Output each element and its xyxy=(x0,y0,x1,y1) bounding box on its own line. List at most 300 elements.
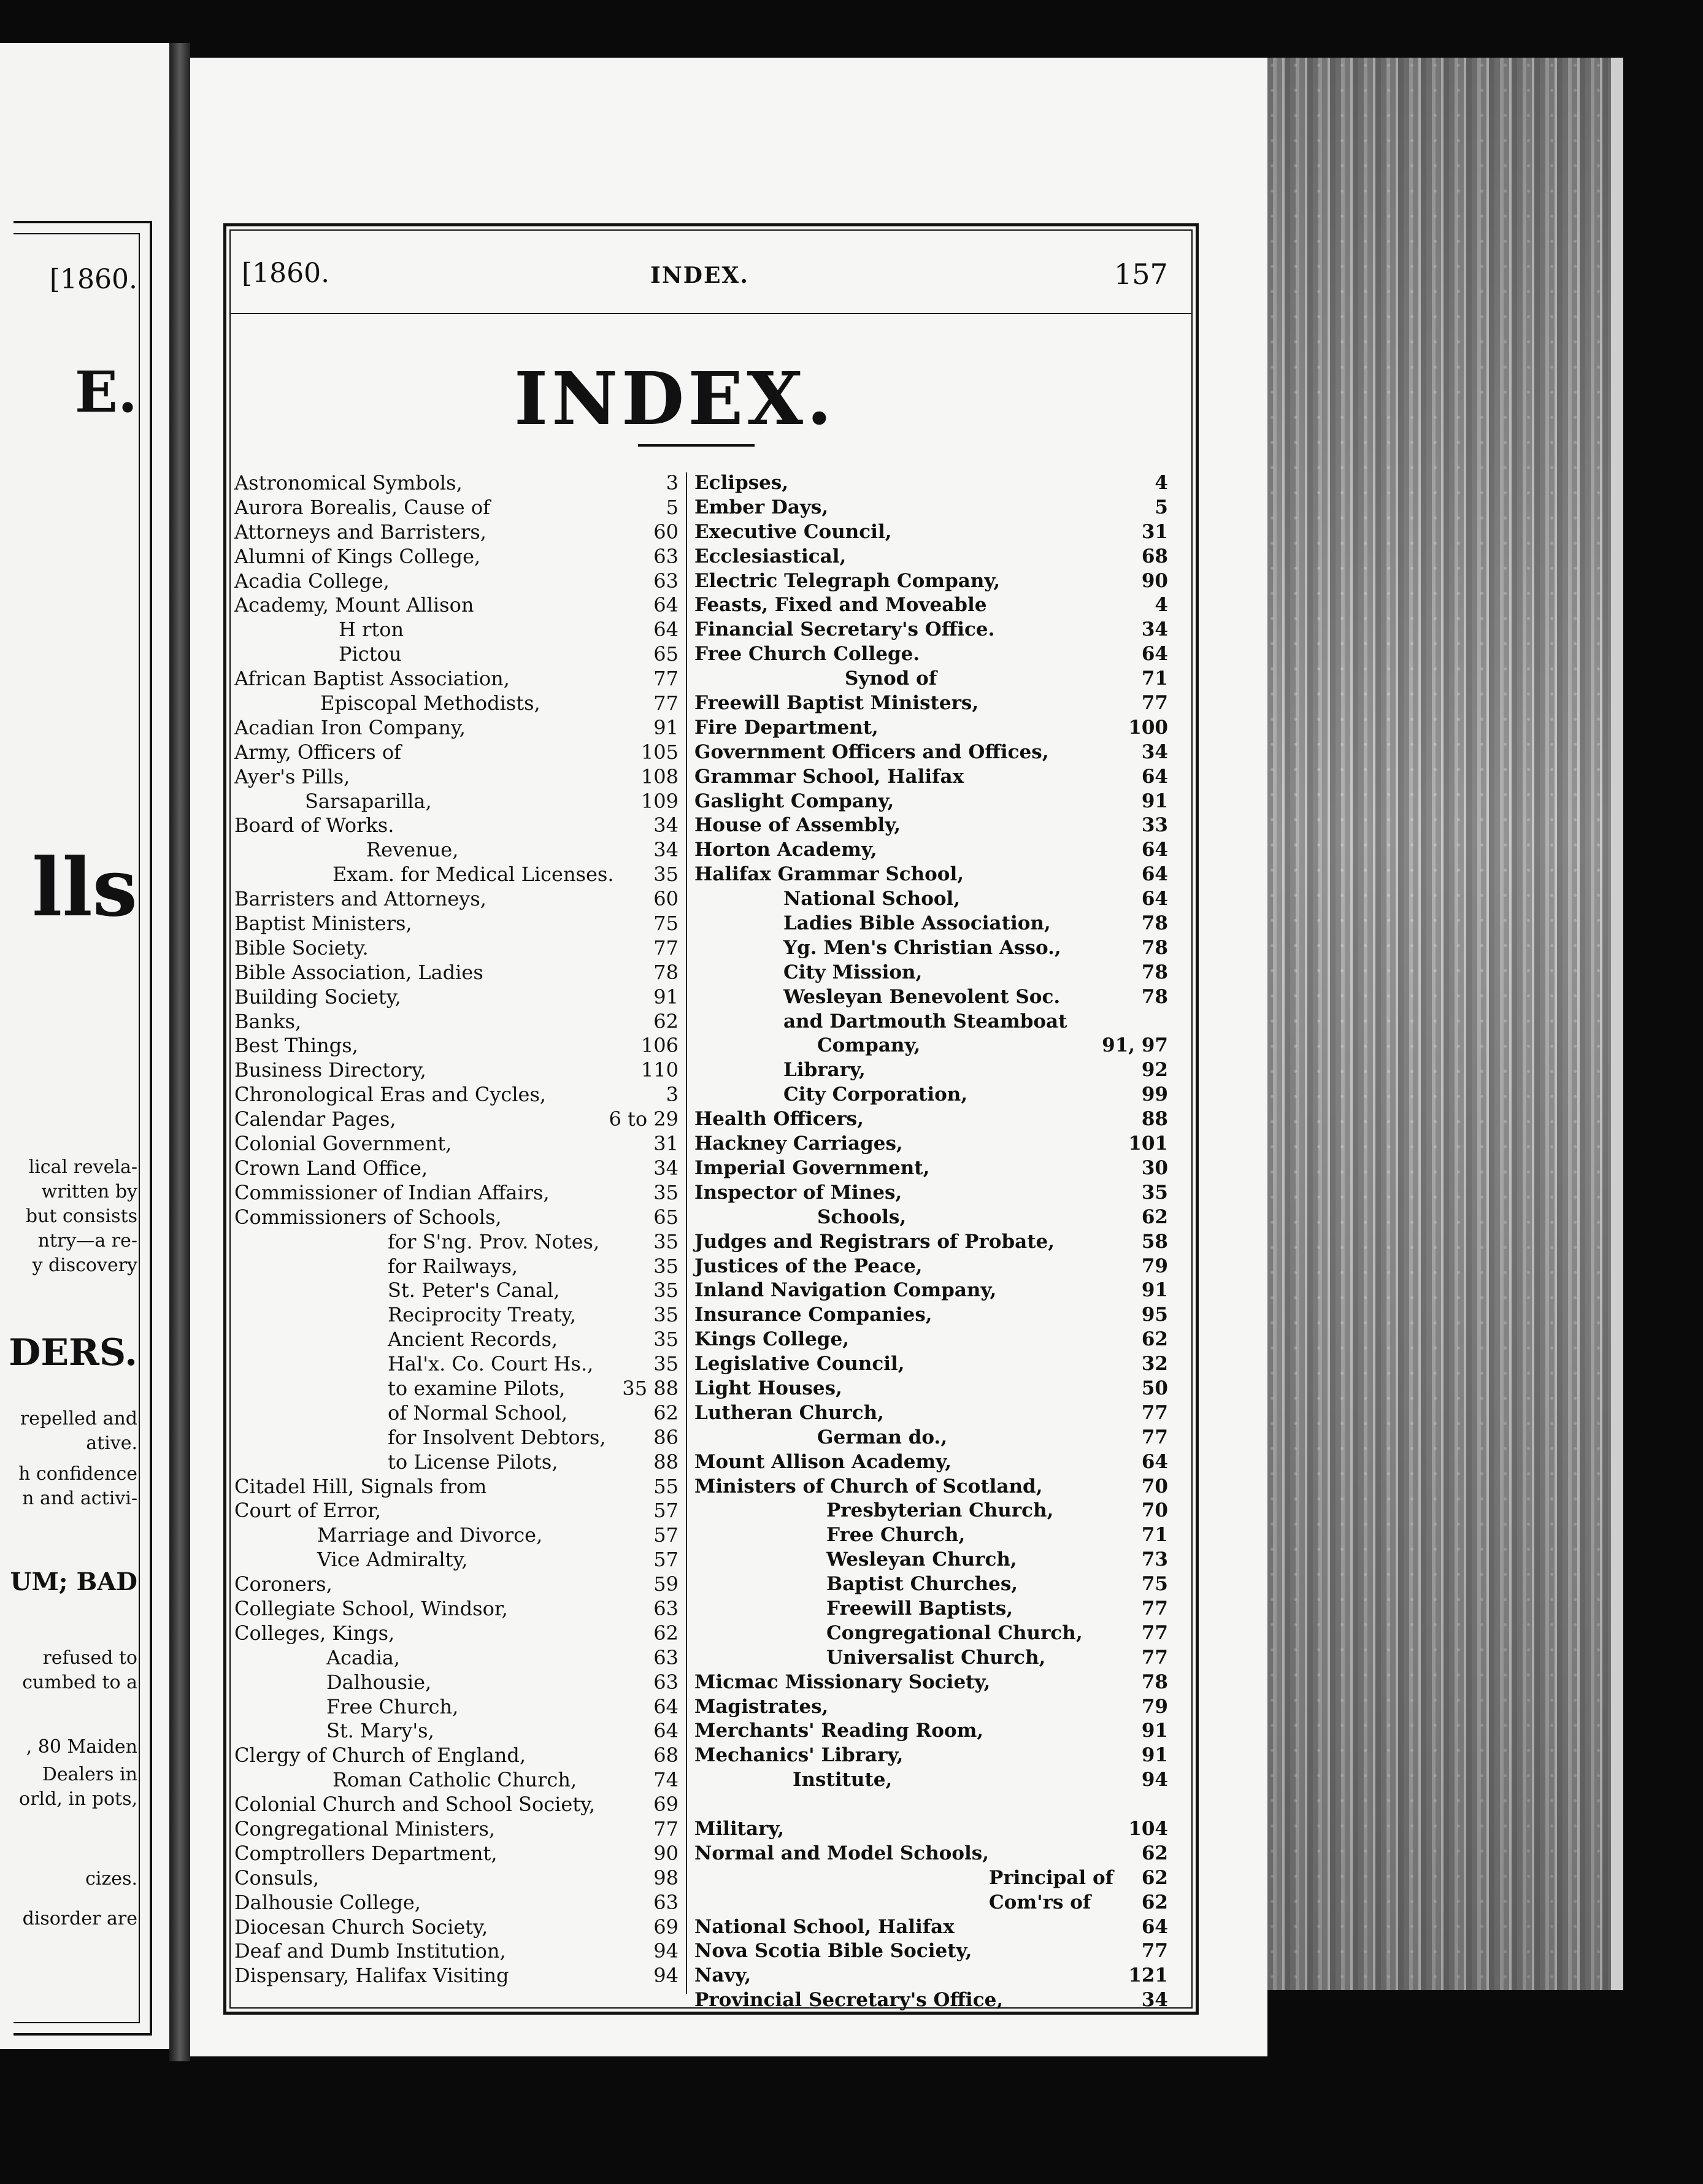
index-entry xyxy=(234,1548,679,1572)
index-entry xyxy=(694,1768,1168,1793)
index-entry-label: of Normal School, xyxy=(388,1401,568,1425)
index-entry-page: 77 xyxy=(1141,1597,1168,1620)
index-entry-page: 77 xyxy=(1141,1401,1168,1424)
index-entry-label: Dispensary, Halifax Visiting xyxy=(234,1964,509,1988)
index-entry-page: 35 88 xyxy=(622,1376,679,1400)
index-entry-label: Military, xyxy=(694,1817,785,1840)
index-column-right xyxy=(694,471,1168,2013)
index-entry-label: for S'ng. Prov. Notes, xyxy=(388,1229,600,1253)
index-entry-page: 78 xyxy=(1141,912,1168,935)
index-entry xyxy=(694,1793,1168,1817)
index-entry-page: 75 xyxy=(653,912,679,936)
index-entry-label: Coroners, xyxy=(234,1572,333,1596)
index-entry-label: Normal and Model Schools, xyxy=(694,1842,990,1864)
index-entry-label: Free Church, xyxy=(826,1524,966,1547)
running-head-title: INDEX. xyxy=(650,263,749,288)
index-entry-label: Acadian Iron Company, xyxy=(234,715,466,739)
index-entry-page: 68 xyxy=(653,1744,679,1767)
index-entry-page: 35 xyxy=(653,1254,679,1278)
index-entry xyxy=(694,1695,1168,1720)
index-entry xyxy=(234,496,679,520)
index-entry xyxy=(234,1939,679,1964)
index-entry xyxy=(694,1352,1168,1377)
index-entry-page: 91 xyxy=(1141,790,1168,812)
index-entry xyxy=(234,1793,679,1817)
index-entry-page: 57 xyxy=(653,1548,679,1572)
index-entry-page: 62 xyxy=(1141,1891,1168,1913)
index-entry-page: 78 xyxy=(1141,1671,1168,1693)
index-entry xyxy=(234,1426,679,1450)
index-entry-label: Gaslight Company, xyxy=(694,790,894,812)
index-entry xyxy=(234,1597,679,1621)
index-entry-page: 63 xyxy=(653,1596,679,1620)
index-entry-label: Diocesan Church Society, xyxy=(234,1915,488,1939)
index-entry xyxy=(234,1768,679,1793)
index-entry-page: 34 xyxy=(653,813,679,837)
index-entry-page: 75 xyxy=(1141,1573,1168,1596)
index-entry xyxy=(694,1010,1168,1034)
index-entry-page: 68 xyxy=(1141,545,1168,567)
index-entry xyxy=(694,1230,1168,1255)
index-entry xyxy=(234,1891,679,1915)
index-entry-label: Colonial Government, xyxy=(234,1132,452,1156)
index-entry-label: H rton xyxy=(339,618,404,642)
index-entry-label: Bible Society. xyxy=(234,936,369,959)
index-entry-page: 78 xyxy=(1141,961,1168,983)
index-entry xyxy=(234,593,679,618)
index-entry-page: 70 xyxy=(1141,1499,1168,1522)
index-entry-label: Deaf and Dumb Institution, xyxy=(234,1939,506,1963)
facing-page-fragment: orld, in pots, xyxy=(19,1788,137,1810)
index-entry xyxy=(694,1597,1168,1621)
page-title: INDEX. xyxy=(514,356,836,441)
index-entry-label: Navy, xyxy=(694,1964,752,1987)
index-entry-page: 57 xyxy=(653,1499,679,1523)
index-entry-page: 62 xyxy=(1141,1328,1168,1351)
index-entry-page: 79 xyxy=(1141,1255,1168,1277)
facing-page-fragment: ative. xyxy=(86,1432,137,1454)
index-entry-label: Attorneys and Barristers, xyxy=(234,520,486,544)
index-entry xyxy=(694,1548,1168,1572)
index-entry-label: Board of Works. xyxy=(234,813,394,837)
facing-page-fragment: but consists xyxy=(25,1205,137,1227)
index-entry xyxy=(234,642,679,667)
index-entry-label: Crown Land Office, xyxy=(234,1156,428,1180)
index-entry xyxy=(694,985,1168,1010)
index-entry xyxy=(694,1255,1168,1279)
index-entry-page: 88 xyxy=(1141,1108,1168,1131)
index-entry xyxy=(694,1401,1168,1426)
index-entry-label: Light Houses, xyxy=(694,1377,842,1399)
index-entry-page: 98 xyxy=(653,1866,679,1890)
index-entry xyxy=(694,545,1168,569)
index-entry xyxy=(234,1450,679,1475)
index-entry-label: and Dartmouth Steamboat xyxy=(783,1010,1067,1032)
index-entry-label: Freewill Baptist Ministers, xyxy=(694,692,979,715)
index-entry-page: 62 xyxy=(1141,1866,1168,1889)
index-entry-page: 91, 97 xyxy=(1102,1034,1168,1057)
index-entry xyxy=(694,1988,1168,2013)
index-entry-label: Company, xyxy=(817,1034,921,1057)
index-entry xyxy=(694,1132,1168,1156)
index-entry xyxy=(234,1083,679,1107)
index-entry-page: 74 xyxy=(653,1768,679,1792)
index-entry-label: German do., xyxy=(817,1426,948,1448)
index-entry-label: Kings College, xyxy=(694,1328,849,1351)
index-entry-page: 71 xyxy=(1141,667,1168,690)
running-head-year: [1860. xyxy=(242,258,330,289)
index-entry-label: Acadia College, xyxy=(234,569,390,593)
index-entry xyxy=(234,1377,679,1401)
index-entry-page: 64 xyxy=(1141,643,1168,666)
index-entry-page: 91 xyxy=(1141,1279,1168,1302)
facing-page-fragment: lical revela- xyxy=(28,1156,137,1178)
page-number: 157 xyxy=(1114,258,1168,291)
index-entry-label: Dalhousie, xyxy=(326,1670,432,1694)
index-entry-label: Reciprocity Treaty, xyxy=(388,1303,577,1327)
index-entry-page: 32 xyxy=(1141,1353,1168,1375)
index-entry-label: Ayer's Pills, xyxy=(234,764,350,788)
index-entry-page: 78 xyxy=(653,960,679,984)
index-entry xyxy=(234,716,679,740)
index-entry-page: 88 xyxy=(653,1450,679,1474)
index-entry-page: 77 xyxy=(653,1817,679,1840)
index-entry-label: Library, xyxy=(783,1059,866,1082)
index-entry-page: 101 xyxy=(1128,1132,1168,1155)
index-entry-label: Wesleyan Benevolent Soc. xyxy=(783,985,1061,1008)
index-entry-label: for Insolvent Debtors, xyxy=(388,1425,606,1449)
index-entry-label: National School, Halifax xyxy=(694,1915,955,1938)
index-entry-label: Commissioner of Indian Affairs, xyxy=(234,1180,550,1204)
index-entry xyxy=(694,1034,1168,1058)
index-entry-page: 91 xyxy=(1141,1720,1168,1742)
index-entry xyxy=(694,593,1168,618)
index-entry-page: 78 xyxy=(1141,936,1168,959)
index-entry-label: Electric Telegraph Company, xyxy=(694,569,1001,592)
index-entry-label: Acadia, xyxy=(326,1645,401,1669)
index-entry-label: St. Peter's Canal, xyxy=(388,1278,560,1302)
index-entry-label: Financial Secretary's Office. xyxy=(694,618,995,641)
index-entry-page: 77 xyxy=(1141,1621,1168,1644)
index-entry-page: 57 xyxy=(653,1523,679,1547)
index-entry xyxy=(234,1255,679,1279)
index-entry xyxy=(234,1744,679,1768)
index-entry-label: Fire Department, xyxy=(694,716,878,739)
index-entry xyxy=(694,1278,1168,1303)
index-entry-label: Baptist Ministers, xyxy=(234,912,412,936)
index-entry xyxy=(694,667,1168,691)
index-entry xyxy=(234,1817,679,1842)
facing-page-fragment: DERS. xyxy=(9,1331,137,1374)
index-column-left xyxy=(234,471,679,1988)
index-entry-page: 77 xyxy=(1141,1426,1168,1448)
facing-page xyxy=(0,43,169,2049)
index-entry-page: 65 xyxy=(653,642,679,666)
index-entry-label: Comptrollers Department, xyxy=(234,1841,498,1865)
index-entry-page: 109 xyxy=(640,789,679,813)
index-entry-label: Calendar Pages, xyxy=(234,1107,396,1131)
index-entry-page: 78 xyxy=(1141,985,1168,1008)
index-entry xyxy=(694,765,1168,790)
index-entry xyxy=(234,961,679,985)
index-entry xyxy=(234,985,679,1010)
index-entry-page: 86 xyxy=(653,1425,679,1449)
index-entry-label: Mount Allison Academy, xyxy=(694,1450,952,1473)
index-entry-label: African Baptist Association, xyxy=(234,667,510,691)
index-entry xyxy=(234,813,679,838)
index-entry-page: 6 to 29 xyxy=(609,1107,679,1131)
index-entry-page: 100 xyxy=(1128,716,1168,739)
index-entry xyxy=(694,1181,1168,1205)
index-entry-page: 63 xyxy=(653,1890,679,1914)
index-entry-page: 64 xyxy=(1141,863,1168,886)
page-edges-tail xyxy=(1611,58,1623,1990)
index-entry-label: Synod of xyxy=(845,667,937,690)
index-entry-label: Insurance Companies, xyxy=(694,1304,932,1326)
index-entry-label: Astronomical Symbols, xyxy=(234,471,463,494)
index-entry xyxy=(234,1181,679,1205)
index-entry-page: 90 xyxy=(653,1841,679,1865)
index-entry xyxy=(694,1719,1168,1744)
index-entry-label: Hal'x. Co. Court Hs., xyxy=(388,1352,594,1376)
index-entry xyxy=(234,1646,679,1671)
index-entry-page: 4 xyxy=(1155,472,1168,494)
index-entry-page: 64 xyxy=(1141,1450,1168,1473)
index-entry xyxy=(694,496,1168,520)
index-entry-page: 62 xyxy=(653,1009,679,1033)
index-entry-label: Ministers of Church of Scotland, xyxy=(694,1475,1043,1498)
index-entry xyxy=(694,471,1168,496)
index-entry-page: 35 xyxy=(1141,1181,1168,1204)
index-entry-label: Banks, xyxy=(234,1009,302,1033)
index-entry-page: 110 xyxy=(640,1058,679,1082)
index-entry xyxy=(234,790,679,814)
index-entry-page: 94 xyxy=(653,1939,679,1963)
index-entry-page: 35 xyxy=(653,1303,679,1327)
index-entry-label: Halifax Grammar School, xyxy=(694,863,964,886)
index-entry-label: Ember Days, xyxy=(694,496,829,518)
index-entry-page: 31 xyxy=(1141,520,1168,543)
index-entry-label: National School, xyxy=(783,888,961,910)
index-entry-label: Ecclesiastical, xyxy=(694,545,847,567)
index-entry-page: 77 xyxy=(653,936,679,959)
page-edges-shade xyxy=(1267,58,1611,1990)
index-entry-label: Mechanics' Library, xyxy=(694,1744,904,1767)
index-entry xyxy=(234,1964,679,1988)
index-entry-label: Nova Scotia Bible Society, xyxy=(694,1940,972,1963)
index-entry-page: 69 xyxy=(653,1915,679,1939)
index-entry-label: Army, Officers of xyxy=(234,740,401,764)
index-entry-page: 90 xyxy=(1141,569,1168,592)
index-entry xyxy=(694,961,1168,985)
index-entry-page: 62 xyxy=(1141,1205,1168,1228)
facing-page-fragment: [1860. xyxy=(49,264,137,295)
index-entry xyxy=(234,1475,679,1499)
facing-page-fragment: y discovery xyxy=(32,1255,137,1276)
facing-page-fragment: Dealers in xyxy=(42,1764,137,1785)
index-entry xyxy=(234,1278,679,1303)
index-entry-label: Building Society, xyxy=(234,985,401,1009)
index-entry-page: 35 xyxy=(653,1229,679,1253)
index-entry-page: 63 xyxy=(653,1670,679,1694)
index-entry-label: Schools, xyxy=(817,1205,907,1228)
index-entry-page: 35 xyxy=(653,863,679,886)
index-entry-label: Ladies Bible Association, xyxy=(783,912,1051,935)
index-entry-page: 69 xyxy=(653,1793,679,1817)
index-entry-page: 30 xyxy=(1141,1156,1168,1179)
index-entry xyxy=(234,740,679,765)
facing-page-fragment: disorder are xyxy=(22,1908,137,1929)
index-entry xyxy=(234,1058,679,1083)
index-entry-label: Court of Error, xyxy=(234,1499,382,1523)
facing-page-fragment: UM; BAD xyxy=(10,1567,137,1596)
index-entry xyxy=(694,1426,1168,1450)
index-entry xyxy=(694,1499,1168,1523)
index-entry xyxy=(234,1010,679,1034)
index-entry-page: 64 xyxy=(1141,888,1168,910)
title-rule xyxy=(638,444,755,447)
index-entry xyxy=(694,1328,1168,1352)
header-rule xyxy=(231,313,1191,314)
index-entry-page: 91 xyxy=(1141,1744,1168,1767)
index-entry-label: Com'rs of xyxy=(989,1891,1091,1913)
index-entry xyxy=(234,1621,679,1646)
index-entry xyxy=(234,471,679,496)
index-entry xyxy=(694,1156,1168,1181)
index-entry xyxy=(234,1352,679,1377)
index-entry-label: Inland Navigation Company, xyxy=(694,1279,997,1302)
index-entry-page: 64 xyxy=(653,618,679,642)
index-entry xyxy=(694,520,1168,545)
index-entry-page: 94 xyxy=(653,1964,679,1988)
index-entry-label: Collegiate School, Windsor, xyxy=(234,1596,508,1620)
index-entry-label: Merchants' Reading Room, xyxy=(694,1720,984,1742)
index-entry-label: to License Pilots, xyxy=(388,1450,558,1474)
index-entry-label: Consuls, xyxy=(234,1866,320,1890)
index-entry-label: Eclipses, xyxy=(694,472,789,494)
index-entry xyxy=(234,545,679,569)
facing-page-fragment: cumbed to a xyxy=(22,1672,137,1693)
index-entry-page: 99 xyxy=(1141,1083,1168,1106)
index-entry-label: Magistrates, xyxy=(694,1695,829,1718)
index-entry xyxy=(694,790,1168,814)
index-entry xyxy=(234,1915,679,1940)
index-entry xyxy=(694,1891,1168,1915)
index-entry xyxy=(694,1475,1168,1499)
index-entry-label: Legislative Council, xyxy=(694,1353,905,1375)
index-entry-page: 92 xyxy=(1141,1059,1168,1082)
index-entry xyxy=(234,863,679,887)
index-entry-page: 5 xyxy=(666,495,679,519)
index-entry xyxy=(234,1205,679,1230)
index-entry-label: Imperial Government, xyxy=(694,1156,930,1179)
index-entry xyxy=(694,569,1168,594)
index-entry xyxy=(234,1303,679,1328)
index-entry-label: City Mission, xyxy=(783,961,923,983)
index-entry-label: Institute, xyxy=(793,1769,893,1791)
index-entry-label: Universalist Church, xyxy=(826,1646,1046,1669)
index-entry xyxy=(694,1964,1168,1988)
index-entry-page: 77 xyxy=(1141,1940,1168,1963)
index-entry xyxy=(234,520,679,545)
index-entry-page: 104 xyxy=(1128,1817,1168,1840)
index-entry xyxy=(234,1107,679,1132)
index-entry-label: Pictou xyxy=(339,642,402,666)
index-entry-page: 71 xyxy=(1141,1524,1168,1547)
index-entry xyxy=(694,1744,1168,1768)
index-entry-page: 65 xyxy=(653,1205,679,1229)
index-entry xyxy=(694,1377,1168,1401)
index-entry-label: Roman Catholic Church, xyxy=(333,1768,577,1792)
index-entry xyxy=(694,1817,1168,1842)
index-entry xyxy=(234,1401,679,1426)
index-entry-label: Health Officers, xyxy=(694,1108,864,1131)
index-entry xyxy=(694,618,1168,642)
index-entry-label: Lutheran Church, xyxy=(694,1401,884,1424)
index-entry-page: 3 xyxy=(666,1083,679,1107)
index-entry xyxy=(234,1034,679,1058)
index-entry xyxy=(694,740,1168,765)
index-entry-page: 91 xyxy=(653,985,679,1009)
index-entry xyxy=(694,1939,1168,1964)
index-entry-page: 4 xyxy=(1155,594,1168,617)
index-entry-label: Hackney Carriages, xyxy=(694,1132,903,1155)
index-entry-page: 91 xyxy=(653,715,679,739)
index-entry-page: 35 xyxy=(653,1328,679,1352)
index-entry-label: Free Church College. xyxy=(694,643,920,666)
index-entry-label: Horton Academy, xyxy=(694,839,877,861)
index-entry-label: Free Church, xyxy=(326,1694,459,1718)
index-entry xyxy=(694,1671,1168,1695)
index-entry-label: Colonial Church and School Society, xyxy=(234,1793,596,1817)
index-entry-label: Feasts, Fixed and Moveable xyxy=(694,594,987,617)
index-entry-label: Dalhousie College, xyxy=(234,1890,421,1914)
index-entry-label: Inspector of Mines, xyxy=(694,1181,902,1204)
index-entry-page: 70 xyxy=(1141,1475,1168,1498)
index-entry-page: 34 xyxy=(1141,740,1168,763)
facing-page-fragment: cizes. xyxy=(85,1868,137,1890)
index-entry-label: St. Mary's, xyxy=(326,1719,434,1743)
index-entry xyxy=(234,1328,679,1352)
index-entry xyxy=(694,1205,1168,1230)
index-entry-page: 77 xyxy=(653,691,679,715)
index-entry xyxy=(234,1132,679,1156)
index-entry-label: Revenue, xyxy=(366,838,459,862)
index-entry-label: Citadel Hill, Signals from xyxy=(234,1474,487,1498)
index-entry-page: 34 xyxy=(1141,618,1168,641)
index-entry-label: Episcopal Methodists, xyxy=(320,691,540,715)
index-entry-label: for Railways, xyxy=(388,1254,518,1278)
index-entry-label: Exam. for Medical Licenses. xyxy=(333,863,614,886)
index-entry xyxy=(694,1866,1168,1891)
index-entry xyxy=(234,1499,679,1523)
index-entry-label: Colleges, Kings, xyxy=(234,1621,395,1645)
index-entry-page: 55 xyxy=(653,1474,679,1498)
index-entry xyxy=(694,691,1168,716)
index-entry xyxy=(694,1450,1168,1475)
index-entry-label: Sarsaparilla, xyxy=(305,789,432,813)
index-entry xyxy=(694,1083,1168,1107)
index-entry xyxy=(234,691,679,716)
index-entry xyxy=(694,1107,1168,1132)
index-entry-page: 5 xyxy=(1155,496,1168,518)
index-entry xyxy=(694,1646,1168,1671)
index-entry-page: 63 xyxy=(653,544,679,568)
index-entry-label: Chronological Eras and Cycles, xyxy=(234,1083,547,1107)
index-entry xyxy=(234,1230,679,1255)
index-entry-page: 62 xyxy=(653,1621,679,1645)
index-entry-page: 64 xyxy=(1141,765,1168,788)
